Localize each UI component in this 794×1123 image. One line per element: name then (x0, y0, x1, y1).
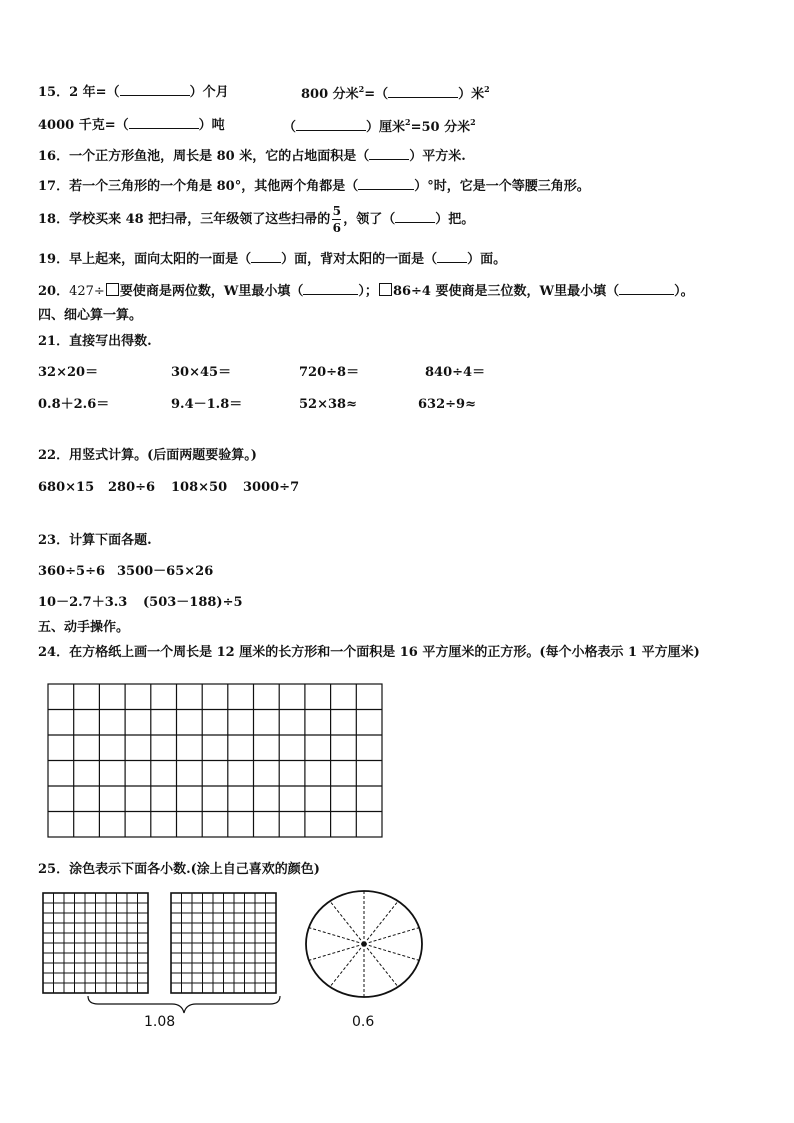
answer-blank[interactable] (369, 149, 409, 160)
question-19: 19．早上起来，面向太阳的一面是（ ）面，背对太阳的一面是（ ）面。 (38, 252, 507, 267)
brace (86, 994, 282, 1016)
hundred-grid-1[interactable] (42, 892, 150, 995)
answer-blank[interactable] (120, 85, 190, 96)
empty-box-icon (379, 283, 392, 296)
question-21-title: 21．直接写出得数. (38, 334, 152, 349)
q15-line2: 4000 千克=（ ）吨 (38, 118, 225, 133)
calc-item: 720÷8＝ (299, 365, 360, 380)
calc-item: 3500－65×26 (117, 564, 214, 579)
square-grid-paper[interactable] (47, 683, 385, 840)
calc-item: 680×15 (38, 480, 95, 495)
hundred-grid-2[interactable] (170, 892, 278, 995)
question-18: 18．学校买来 48 把扫帚，三年级领了这些扫帚的 $\frac{5}{6}$ ，领了（ ）把。 (38, 204, 475, 235)
calc-item: 840÷4＝ (425, 365, 486, 380)
answer-blank[interactable] (619, 284, 674, 295)
question-20: 20．427÷ 要使商是两位数，W里最小填（ ）； 86÷4 要使商是三位数，W里最小填（ ）。 (38, 284, 694, 299)
answer-blank[interactable] (358, 179, 414, 190)
answer-blank[interactable] (251, 252, 281, 263)
calc-item: 30×45＝ (171, 365, 232, 380)
question-23-title: 23．计算下面各题. (38, 533, 152, 548)
calc-item: 10－2.7＋3.3 (38, 595, 128, 610)
question-25-title: 25．涂色表示下面各小数.(涂上自己喜欢的颜色) (38, 862, 320, 877)
section-5-heading: 五、动手操作。 (38, 620, 130, 635)
answer-blank[interactable] (296, 120, 366, 131)
question-17: 17．若一个三角形的一个角是 80°，其他两个角都是（ ）°时，它是一个等腰三角形。 (38, 179, 590, 194)
circle-10-parts[interactable] (302, 888, 426, 1000)
calc-item: 9.4－1.8＝ (171, 397, 243, 412)
q15-line1: 15．2 年=（ ）个月 (38, 85, 229, 100)
section-4-heading: 四、细心算一算。 (38, 308, 143, 323)
question-22-title: 22．用竖式计算。(后面两题要验算。) (38, 448, 257, 463)
calc-item: 280÷6 (108, 480, 156, 495)
answer-blank[interactable] (437, 252, 467, 263)
question-24-title: 24．在方格纸上画一个周长是 12 厘米的长方形和一个面积是 16 平方厘米的正方形。(每个小格表示 1 平方厘米) (38, 645, 700, 660)
calc-item: 52×38≈ (299, 397, 357, 412)
label-1-08: 1.08 (144, 1014, 176, 1030)
calc-item: 360÷5÷6 (38, 564, 106, 579)
calc-item: 3000÷7 (243, 480, 300, 495)
calc-item: 632÷9≈ (418, 397, 476, 412)
empty-box-icon (106, 283, 119, 296)
question-16: 16．一个正方形鱼池，周长是 80 米，它的占地面积是（ ）平方米. (38, 149, 466, 164)
calc-item: 108×50 (171, 480, 228, 495)
calc-item: 0.8＋2.6＝ (38, 397, 110, 412)
answer-blank[interactable] (303, 284, 358, 295)
label-0-6: 0.6 (352, 1014, 375, 1030)
answer-blank[interactable] (129, 118, 199, 129)
calc-item: (503－188)÷5 (143, 595, 243, 610)
answer-blank[interactable] (388, 87, 458, 98)
calc-item: 32×20＝ (38, 365, 99, 380)
q15-line1-right: 800 分米$^2$=（ ）米$^2$ (301, 84, 490, 102)
answer-blank[interactable] (395, 212, 435, 223)
fraction-5-6: $\frac{5}{6}$ (332, 204, 341, 235)
q15-line2-right: （ ）厘米$^2$=50 分米$^2$ (283, 117, 476, 135)
